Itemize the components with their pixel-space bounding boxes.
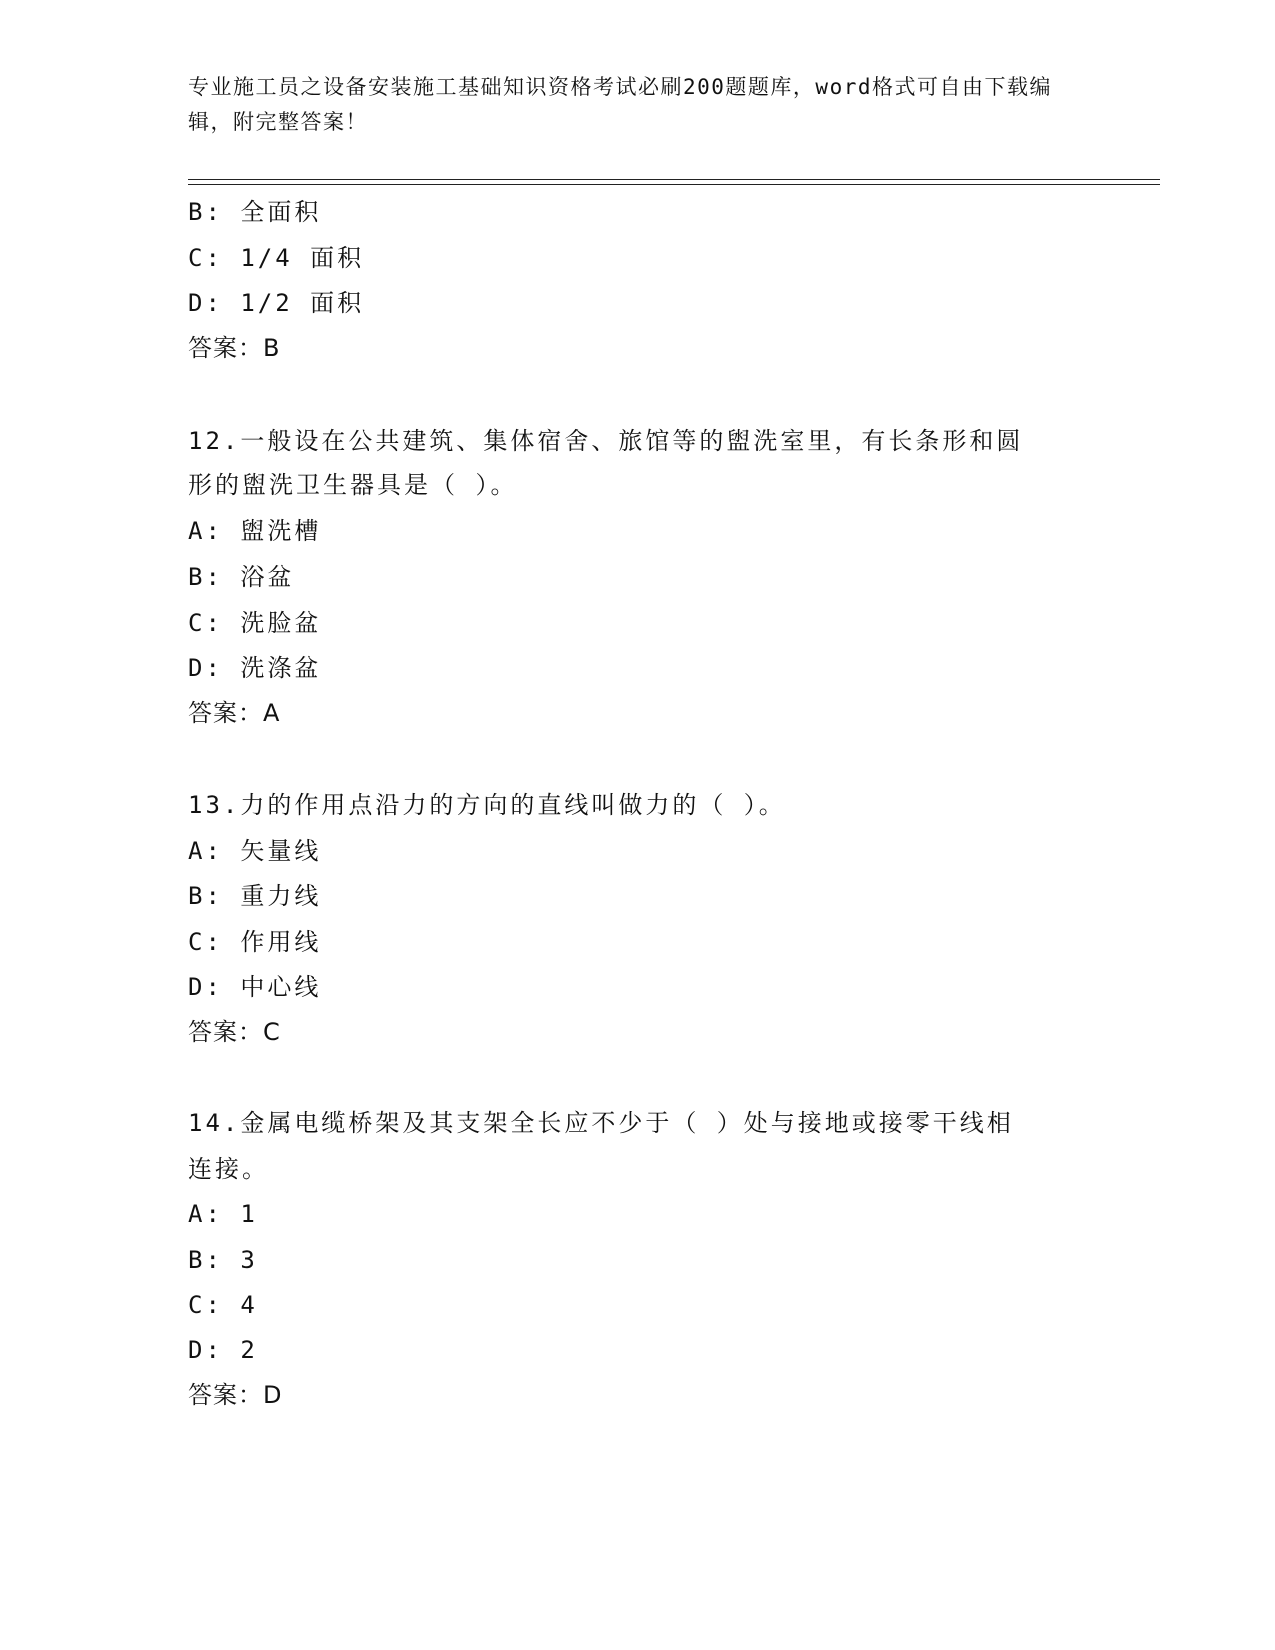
option-b: B: 3 <box>188 1246 258 1274</box>
question-stem: 14.金属电缆桥架及其支架全长应不少于（ ）处与接地或接零干线相 <box>188 1109 1014 1137</box>
option-a: A: 盥洗槽 <box>188 517 322 545</box>
option-c: C: 4 <box>188 1291 258 1319</box>
header-divider-top <box>188 179 1160 180</box>
document-header: 专业施工员之设备安装施工基础知识资格考试必刷200题题库，word格式可自由下载编辑，附完整答案！ <box>188 75 1052 134</box>
option-d: D: 2 <box>188 1336 258 1364</box>
option-b: B: 重力线 <box>188 882 322 910</box>
header-divider-bottom <box>188 184 1160 185</box>
option-c: C: 1/4 面积 <box>188 244 365 272</box>
answer-line: 答案：D <box>188 1381 283 1409</box>
answer-line: 答案：C <box>188 1018 281 1046</box>
option-b: B: 浴盆 <box>188 563 295 591</box>
option-c: C: 洗脸盆 <box>188 609 322 637</box>
answer-line: 答案：B <box>188 334 281 362</box>
option-a: A: 1 <box>188 1200 258 1228</box>
option-d: D: 中心线 <box>188 973 322 1001</box>
answer-line: 答案：A <box>188 699 281 727</box>
option-a: A: 矢量线 <box>188 837 322 865</box>
option-d: D: 洗涤盆 <box>188 654 322 682</box>
option-b: B: 全面积 <box>188 198 322 226</box>
question-stem-continued: 形的盥洗卫生器具是（ ）。 <box>188 471 518 499</box>
question-stem-continued: 连接。 <box>188 1155 269 1183</box>
question-stem: 12.一般设在公共建筑、集体宿舍、旅馆等的盥洗室里，有长条形和圆 <box>188 427 1024 455</box>
question-stem: 13.力的作用点沿力的方向的直线叫做力的（ ）。 <box>188 791 786 819</box>
option-c: C: 作用线 <box>188 928 322 956</box>
option-d: D: 1/2 面积 <box>188 289 365 317</box>
